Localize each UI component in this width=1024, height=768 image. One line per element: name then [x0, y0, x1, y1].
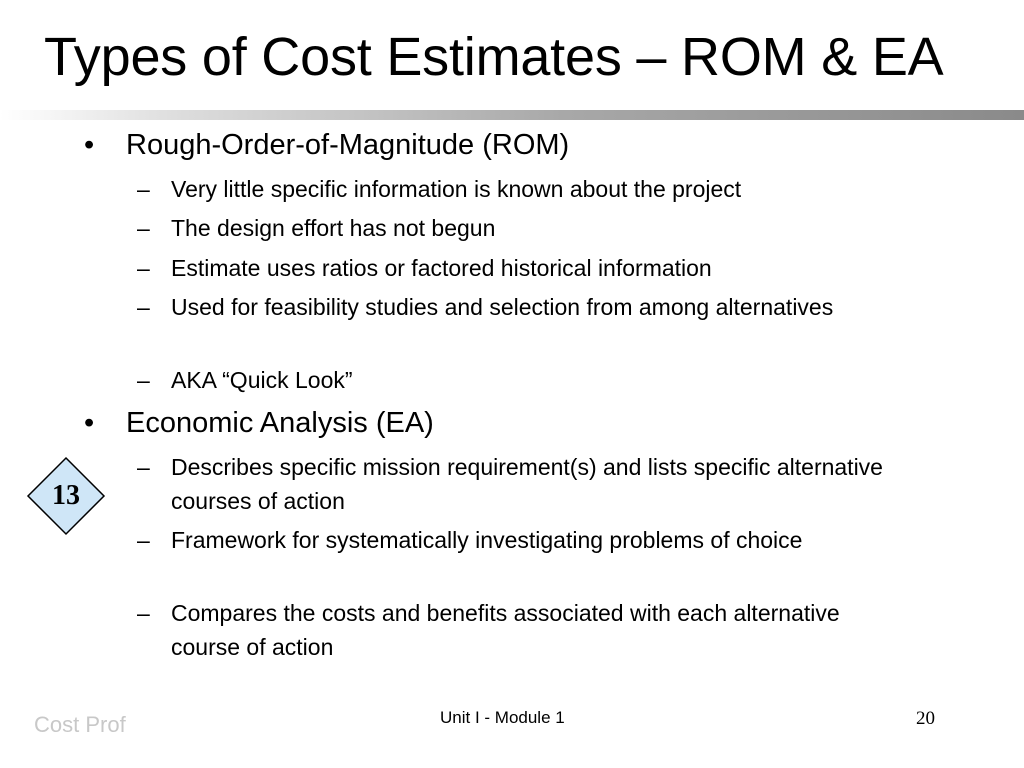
dash-icon: – — [137, 294, 150, 320]
dash-icon: – — [137, 255, 150, 281]
dash-icon: – — [137, 600, 150, 626]
dash-icon: – — [137, 527, 150, 553]
sub-bullet — [137, 172, 917, 206]
footer-brand: Cost Prof — [34, 712, 126, 737]
sub-bullet — [137, 523, 877, 557]
dash-icon: – — [137, 454, 150, 480]
module-badge — [26, 456, 106, 536]
sub-bullet — [137, 596, 877, 664]
sub-bullet-text: Framework for systematically investigating problems of choice — [171, 527, 803, 553]
sub-bullet — [137, 450, 917, 518]
sub-bullet — [137, 211, 917, 245]
footer-module: Unit I - Module 1 — [440, 708, 565, 727]
sub-bullet-text: AKA “Quick Look” — [171, 367, 353, 393]
bullet-icon: • — [84, 129, 95, 161]
bullet-ea — [84, 406, 434, 440]
bullet-rom — [84, 128, 569, 162]
sub-bullet-text: Very little specific information is known about the project — [171, 176, 742, 202]
sub-bullet — [137, 363, 917, 397]
dash-icon: – — [137, 367, 150, 393]
dash-icon: – — [137, 215, 150, 241]
sub-bullet — [137, 251, 917, 285]
sub-bullet-text: The design effort has not begun — [171, 215, 496, 241]
title-divider — [0, 110, 1024, 120]
page-number: 20 — [916, 708, 935, 729]
sub-bullet-text: Compares the costs and benefits associated with each alternative course of action — [171, 600, 840, 660]
sub-bullet-text: Estimate uses ratios or factored historical information — [171, 255, 712, 281]
sub-bullet — [137, 290, 837, 324]
dash-icon: – — [137, 176, 150, 202]
bullet-heading: Economic Analysis (EA) — [126, 407, 434, 439]
slide-title: Types of Cost Estimates – ROM & EA — [44, 27, 944, 87]
bullet-icon: • — [84, 407, 95, 439]
badge-number: 13 — [52, 480, 80, 511]
sub-bullet-text: Describes specific mission requirement(s) and lists specific alternative courses of action — [171, 454, 883, 514]
sub-bullet-text: Used for feasibility studies and selection from among alternatives — [171, 294, 834, 320]
bullet-heading: Rough-Order-of-Magnitude (ROM) — [126, 129, 570, 161]
